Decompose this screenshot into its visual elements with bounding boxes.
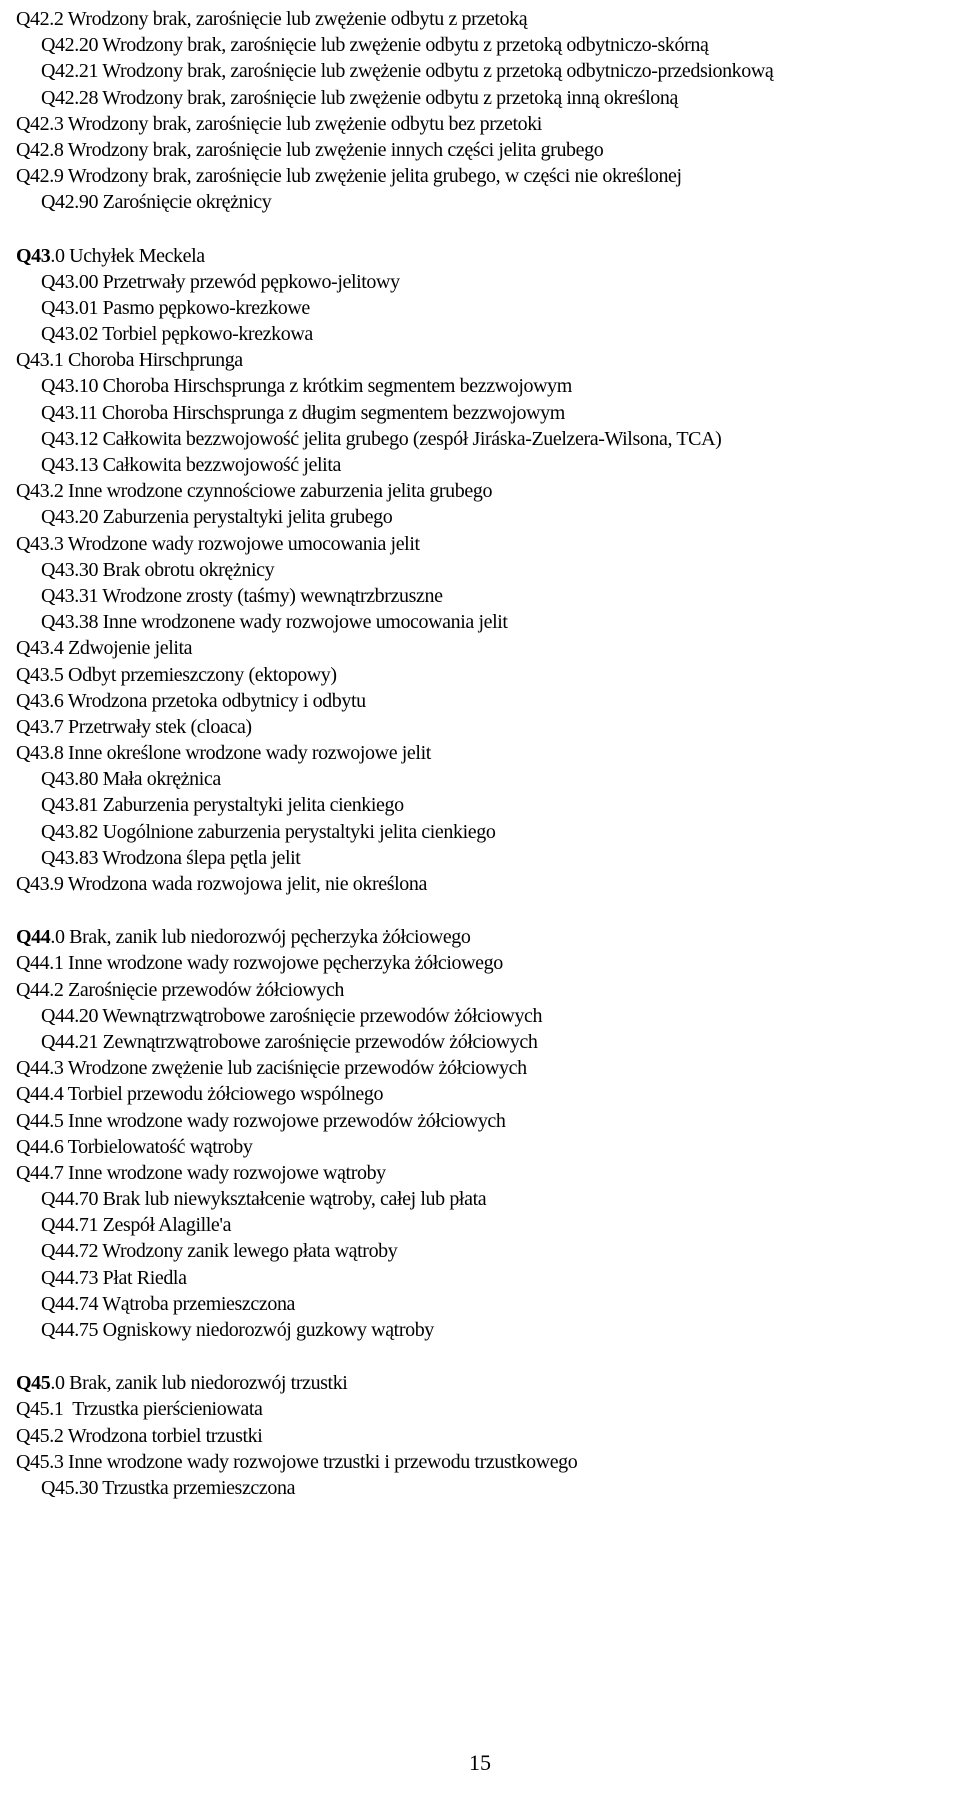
code-entry — [0, 163, 960, 189]
entry-code: Q44.5 — [16, 1109, 64, 1132]
entry-code-suffix: .0 — [50, 926, 65, 949]
page-number: 15 — [469, 1750, 491, 1775]
entry-code: Q43.12 — [41, 427, 99, 450]
entry-description: Uogólnione zaburzenia perystaltyki jelita cienkiego — [98, 820, 496, 843]
entry-code: Q44.20 — [41, 1004, 99, 1027]
entry-description: Wrodzone wady rozwojowe umocowania jelit — [63, 532, 420, 555]
code-entry — [0, 871, 960, 897]
entry-description: Wrodzona przetoka odbytnicy i odbytu — [63, 689, 366, 712]
code-entry — [0, 740, 960, 766]
entry-code: Q44.7 — [16, 1161, 64, 1184]
entry-code: Q43.83 — [41, 846, 99, 869]
code-subentry — [0, 1029, 960, 1055]
section-gap — [0, 1343, 960, 1370]
code-entry — [0, 635, 960, 661]
code-entry — [0, 950, 960, 976]
entry-description: Całkowita bezzwojowość jelita grubego (zespół Jiráska-Zuelzera-Wilsona, TCA) — [98, 427, 722, 450]
entry-description: Wątroba przemieszczona — [98, 1292, 296, 1315]
entry-description: Brak lub niewykształcenie wątroby, całej lub płata — [98, 1188, 487, 1211]
entry-code: Q43.2 — [16, 480, 64, 503]
code-subentry — [0, 426, 960, 452]
entry-code: Q43 — [16, 244, 51, 267]
entry-description: Choroba Hirschsprunga z długim segmentem bezzwojowym — [97, 401, 565, 424]
entry-code: Q44.72 — [41, 1240, 99, 1263]
entry-code: Q44.70 — [41, 1188, 99, 1211]
entry-description: Zaburzenia perystaltyki jelita grubego — [98, 506, 393, 529]
entry-description: Inne wrodzone wady rozwojowe pęcherzyka żółciowego — [63, 952, 503, 975]
entry-description: Torbiel przewodu żółciowego wspólnego — [63, 1083, 384, 1106]
entry-description: Wrodzona ślepa pętla jelit — [98, 846, 301, 869]
entry-code: Q43.7 — [16, 715, 64, 738]
entry-description: Wrodzony brak, zarośnięcie lub zwężenie odbytu bez przetoki — [63, 112, 542, 135]
entry-code: Q43.10 — [41, 375, 99, 398]
code-subentry — [0, 58, 960, 84]
entry-code: Q43.9 — [16, 873, 64, 895]
entry-code: Q43.6 — [16, 689, 64, 712]
entry-description: Wrodzona wada rozwojowa jelit, nie określona — [63, 873, 427, 895]
code-entry — [0, 1449, 960, 1475]
code-subentry — [0, 373, 960, 399]
entry-code: Q42.2 — [16, 8, 64, 30]
code-subentry — [0, 583, 960, 609]
code-entry — [0, 137, 960, 163]
entry-description: Przetrwały stek (cloaca) — [63, 715, 252, 738]
entry-code: Q45.3 — [16, 1450, 64, 1473]
code-subentry — [0, 1003, 960, 1029]
entry-description: Płat Riedla — [98, 1266, 187, 1289]
entry-description: Trzustka pierścieniowata — [63, 1398, 263, 1421]
entry-description: Brak, zanik lub niedorozwój trzustki — [64, 1372, 348, 1395]
entry-description: Torbiel pępkowo-krezkowa — [98, 323, 313, 346]
entry-description: Wrodzona torbiel trzustki — [63, 1424, 263, 1447]
entry-code: Q43.20 — [41, 506, 99, 529]
code-entry — [0, 924, 960, 950]
section-gap — [0, 897, 960, 924]
entry-code: Q43.02 — [41, 323, 99, 346]
code-subentry — [0, 1317, 960, 1343]
code-entry — [0, 1423, 960, 1449]
entry-code: Q42.21 — [41, 60, 99, 83]
entry-code: Q43.01 — [41, 296, 99, 319]
code-entry — [0, 1081, 960, 1107]
section-gap — [0, 216, 960, 243]
code-entry — [0, 111, 960, 137]
code-entry — [0, 478, 960, 504]
code-subentry — [0, 1291, 960, 1317]
entry-code: Q42.90 — [41, 191, 99, 214]
code-entry — [0, 1396, 960, 1422]
code-entry — [0, 714, 960, 740]
entry-description: Wrodzony zanik lewego płata wątroby — [98, 1240, 398, 1263]
entry-code: Q45 — [16, 1372, 51, 1395]
entry-description: Zarośnięcie przewodów żółciowych — [63, 978, 345, 1001]
entry-description: Inne określone wrodzone wady rozwojowe jelit — [63, 742, 431, 765]
entry-code: Q43.13 — [41, 454, 99, 476]
entry-code: Q43.3 — [16, 532, 64, 555]
entry-description: Wrodzone zrosty (taśmy) wewnątrzbrzuszne — [98, 584, 443, 607]
entry-description: Całkowita bezzwojowość jelita — [98, 454, 341, 476]
code-subentry — [0, 269, 960, 295]
code-subentry — [0, 400, 960, 426]
code-subentry — [0, 819, 960, 845]
entry-description: Inne wrodzone wady rozwojowe wątroby — [63, 1161, 386, 1184]
code-entry — [0, 6, 960, 32]
code-subentry — [0, 1265, 960, 1291]
entry-code: Q42.28 — [41, 86, 99, 109]
entry-code: Q45.1 — [16, 1398, 64, 1421]
code-entry — [0, 1160, 960, 1186]
entry-description: Ogniskowy niedorozwój guzkowy wątroby — [98, 1319, 434, 1341]
entry-code: Q42.20 — [41, 34, 99, 57]
code-entry — [0, 243, 960, 269]
entry-code: Q45.2 — [16, 1424, 64, 1447]
entry-description: Inne wrodzone wady rozwojowe trzustki i przewodu trzustkowego — [63, 1450, 578, 1473]
code-entry — [0, 531, 960, 557]
entry-code: Q44 — [16, 926, 51, 949]
entry-description: Torbielowatość wątroby — [63, 1135, 253, 1158]
entry-description: Brak obrotu okrężnicy — [98, 558, 275, 581]
code-subentry — [0, 1186, 960, 1212]
entry-description: Zarośnięcie okrężnicy — [98, 191, 272, 214]
entry-code: Q43.5 — [16, 663, 64, 686]
document-page — [0, 6, 960, 1501]
entry-code: Q42.3 — [16, 112, 64, 135]
code-subentry — [0, 1238, 960, 1264]
code-entry — [0, 688, 960, 714]
entry-description: Brak, zanik lub niedorozwój pęcherzyka żółciowego — [64, 926, 471, 949]
code-subentry — [0, 1475, 960, 1501]
entry-description: Wrodzony brak, zarośnięcie lub zwężenie odbytu z przetoką odbytniczo-skórną — [98, 34, 709, 57]
entry-code: Q43.82 — [41, 820, 99, 843]
entry-code: Q44.21 — [41, 1030, 99, 1053]
entry-description: Zespół Alagille'a — [98, 1214, 232, 1237]
entry-description: Wrodzony brak, zarośnięcie lub zwężenie odbytu z przetoką inną określoną — [98, 86, 678, 109]
entry-code: Q43.38 — [41, 611, 99, 634]
entry-code: Q43.1 — [16, 349, 64, 372]
entry-description: Odbyt przemieszczony (ektopowy) — [63, 663, 337, 686]
entry-code: Q44.4 — [16, 1083, 64, 1106]
entry-description: Wrodzone zwężenie lub zaciśnięcie przewodów żółciowych — [63, 1057, 527, 1080]
entry-code: Q44.6 — [16, 1135, 64, 1158]
entry-description: Wrodzony brak, zarośnięcie lub zwężenie odbytu z przetoką — [63, 8, 528, 30]
code-entry — [0, 1108, 960, 1134]
code-subentry — [0, 504, 960, 530]
entry-description: Choroba Hirschprunga — [63, 349, 243, 372]
entry-code: Q44.3 — [16, 1057, 64, 1080]
entry-description: Wewnątrzwątrobowe zarośnięcie przewodów żółciowych — [98, 1004, 543, 1027]
entry-code: Q44.74 — [41, 1292, 99, 1315]
code-subentry — [0, 1212, 960, 1238]
entry-code: Q42.8 — [16, 138, 64, 161]
entry-code: Q43.00 — [41, 270, 99, 293]
code-subentry — [0, 189, 960, 215]
entry-description: Przetrwały przewód pępkowo-jelitowy — [98, 270, 400, 293]
code-subentry — [0, 321, 960, 347]
icd-code-list — [0, 6, 960, 1501]
code-subentry — [0, 32, 960, 58]
entry-code: Q42.9 — [16, 165, 64, 188]
entry-description: Inne wrodzonene wady rozwojowe umocowania jelit — [98, 611, 508, 634]
entry-code-suffix: .0 — [50, 1372, 65, 1395]
entry-code-suffix: .0 — [50, 244, 65, 267]
entry-code: Q44.75 — [41, 1319, 99, 1341]
entry-code: Q43.81 — [41, 794, 99, 817]
code-entry — [0, 1370, 960, 1396]
code-subentry — [0, 609, 960, 635]
entry-description: Wrodzony brak, zarośnięcie lub zwężenie innych części jelita grubego — [63, 138, 604, 161]
entry-description: Wrodzony brak, zarośnięcie lub zwężenie odbytu z przetoką odbytniczo-przedsionkową — [98, 60, 774, 83]
entry-code: Q43.11 — [41, 401, 98, 424]
entry-description: Trzustka przemieszczona — [98, 1476, 296, 1499]
entry-description: Zaburzenia perystaltyki jelita cienkiego — [98, 794, 404, 817]
code-entry — [0, 1134, 960, 1160]
code-entry — [0, 977, 960, 1003]
entry-code: Q43.30 — [41, 558, 99, 581]
entry-code: Q44.71 — [41, 1214, 99, 1237]
entry-description: Choroba Hirschsprunga z krótkim segmentem bezzwojowym — [98, 375, 572, 398]
entry-code: Q43.8 — [16, 742, 64, 765]
code-entry — [0, 1055, 960, 1081]
entry-code: Q45.30 — [41, 1476, 99, 1499]
entry-code: Q43.80 — [41, 768, 99, 791]
code-subentry — [0, 792, 960, 818]
entry-code: Q43.4 — [16, 637, 64, 660]
code-subentry — [0, 845, 960, 871]
entry-description: Zewnątrzwątrobowe zarośnięcie przewodów żółciowych — [98, 1030, 538, 1053]
entry-description: Zdwojenie jelita — [63, 637, 193, 660]
entry-description: Uchyłek Meckela — [64, 244, 205, 267]
code-entry — [0, 347, 960, 373]
entry-description: Pasmo pępkowo-krezkowe — [98, 296, 310, 319]
entry-code: Q44.1 — [16, 952, 64, 975]
code-subentry — [0, 452, 960, 478]
code-subentry — [0, 557, 960, 583]
entry-description: Wrodzony brak, zarośnięcie lub zwężenie jelita grubego, w części nie określonej — [63, 165, 682, 188]
entry-description: Mała okrężnica — [98, 768, 221, 791]
entry-code: Q44.2 — [16, 978, 64, 1001]
code-entry — [0, 662, 960, 688]
code-subentry — [0, 295, 960, 321]
entry-description: Inne wrodzone wady rozwojowe przewodów żółciowych — [63, 1109, 506, 1132]
entry-description: Inne wrodzone czynnościowe zaburzenia jelita grubego — [63, 480, 493, 503]
code-subentry — [0, 766, 960, 792]
entry-code: Q44.73 — [41, 1266, 99, 1289]
entry-code: Q43.31 — [41, 584, 99, 607]
code-subentry — [0, 85, 960, 111]
